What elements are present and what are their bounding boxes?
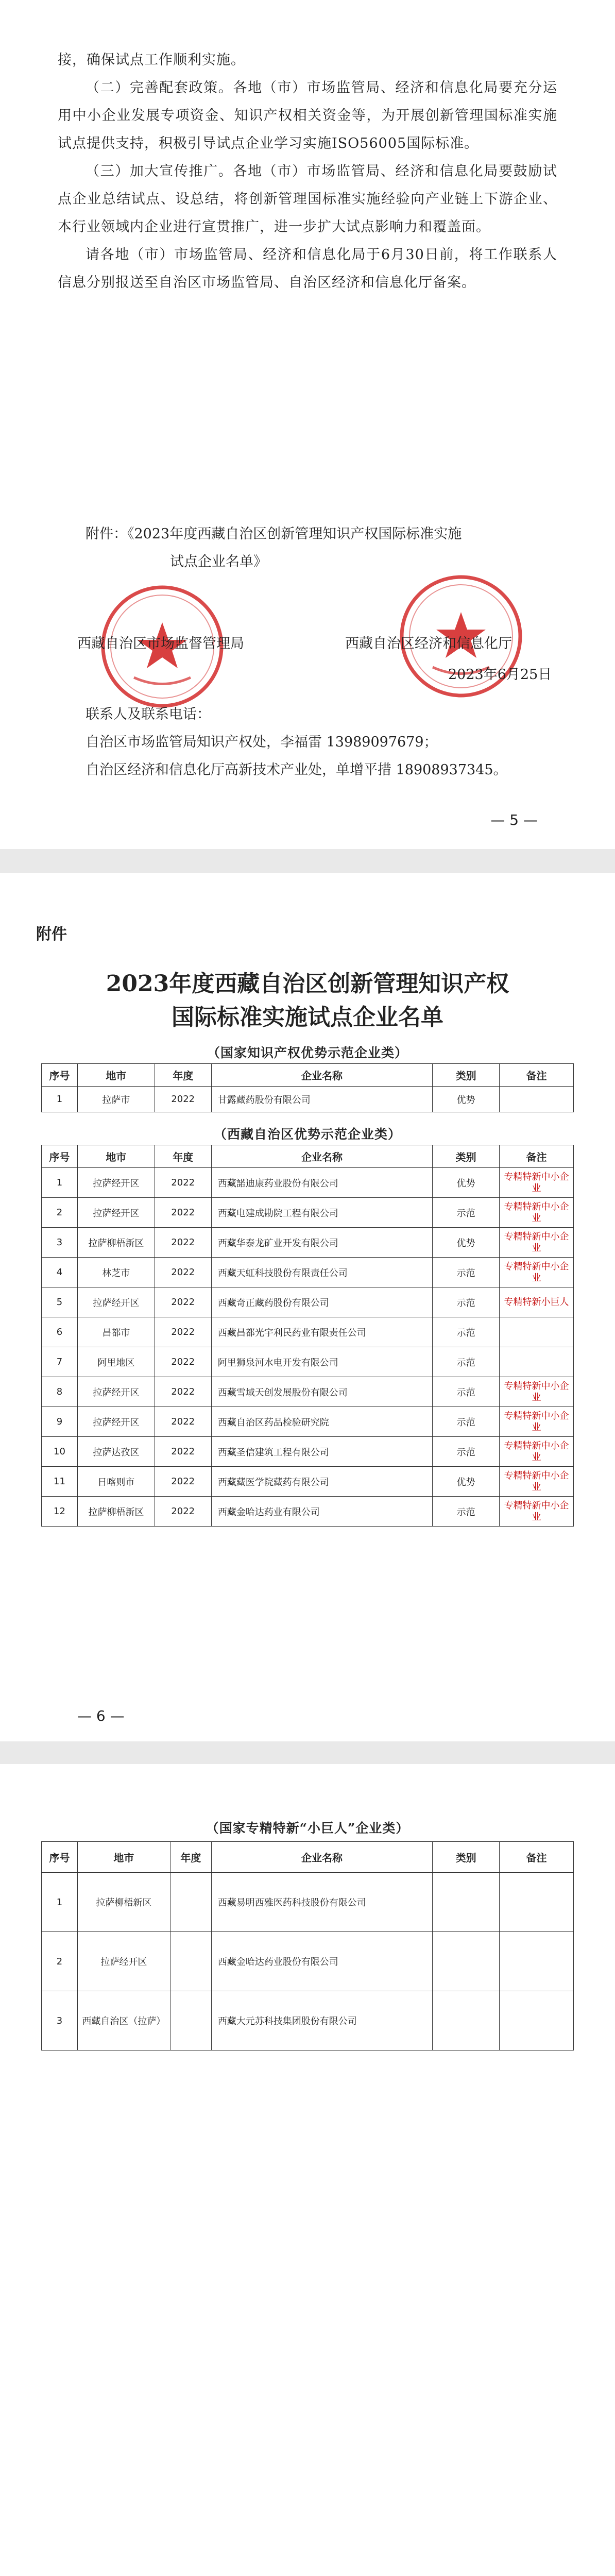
col-header: 序号 — [42, 1145, 78, 1168]
cell: 专精特新中小企业 — [500, 1228, 574, 1258]
cell: 西藏諾迪康药业股份有限公司 — [211, 1168, 433, 1198]
contact-line: 自治区经济和信息化厅高新技术产业处，单增平措 18908937345。 — [86, 762, 507, 778]
cell: 林芝市 — [77, 1258, 155, 1287]
cell — [170, 1991, 211, 2050]
cell — [433, 1932, 500, 1991]
cell: 8 — [42, 1377, 78, 1407]
cell: 西藏昌都光宇利民药业有限责任公司 — [211, 1317, 433, 1347]
cell: 1 — [42, 1087, 78, 1112]
document-page-5 — [0, 0, 615, 849]
cell — [500, 1873, 574, 1932]
cell: 专精特新中小企业 — [500, 1168, 574, 1198]
cell: 昌都市 — [77, 1317, 155, 1347]
cell: 2022 — [155, 1347, 211, 1377]
col-header: 地市 — [77, 1145, 155, 1168]
cell: 西藏天虹科技股份有限责任公司 — [211, 1258, 433, 1287]
cell — [433, 1873, 500, 1932]
cell: 拉萨经开区 — [77, 1377, 155, 1407]
cell: 甘露藏药股份有限公司 — [211, 1087, 433, 1112]
cell: 拉萨市 — [77, 1087, 155, 1112]
cell: 2022 — [155, 1407, 211, 1437]
section-title: （国家专精特新“小巨人”企业类） — [206, 1821, 409, 1836]
cell: 示范 — [433, 1497, 500, 1527]
document-page-7 — [0, 1764, 615, 2576]
cell: 优势 — [433, 1168, 500, 1198]
cell: 拉萨经开区 — [77, 1932, 170, 1991]
cell: 阿里狮泉河水电开发有限公司 — [211, 1347, 433, 1377]
cell: 优势 — [433, 1228, 500, 1258]
cell: 西藏自治区药品检验研究院 — [211, 1407, 433, 1437]
cell: 专精特新中小企业 — [500, 1497, 574, 1527]
col-header: 序号 — [42, 1842, 78, 1873]
cell: 西藏华泰龙矿业开发有限公司 — [211, 1228, 433, 1258]
table-row — [42, 1467, 574, 1497]
col-header: 地市 — [77, 1842, 170, 1873]
cell: 10 — [42, 1437, 78, 1467]
table-row — [42, 1437, 574, 1467]
cell: 专精特新中小企业 — [500, 1377, 574, 1407]
section-title: （国家知识产权优势示范企业类） — [207, 1045, 408, 1060]
doc-title: 2023年度西藏自治区创新管理知识产权 — [106, 971, 509, 997]
col-header: 备注 — [500, 1064, 574, 1087]
cell: 2022 — [155, 1228, 211, 1258]
cell: 西藏金哈达药业股份有限公司 — [211, 1932, 433, 1991]
attachment-reference-cont: 试点企业名单》 — [170, 554, 267, 570]
cell — [433, 1991, 500, 2050]
doc-title-line2: 国际标准实施试点企业名单 — [172, 1004, 443, 1030]
table-row — [42, 1407, 574, 1437]
cell: 日喀则市 — [77, 1467, 155, 1497]
cell — [170, 1873, 211, 1932]
col-header: 备注 — [500, 1842, 574, 1873]
cell: 5 — [42, 1287, 78, 1317]
cell: 2022 — [155, 1497, 211, 1527]
table-row — [42, 1258, 574, 1287]
cell: 2022 — [155, 1377, 211, 1407]
cell: 拉萨经开区 — [77, 1287, 155, 1317]
table-row — [42, 1228, 574, 1258]
page-number: — 6 — — [77, 1707, 125, 1724]
document-page-6 — [0, 873, 615, 1741]
table-row — [42, 1087, 574, 1112]
cell: 3 — [42, 1991, 78, 2050]
attachment-label: 附件 — [36, 925, 67, 943]
cell: 拉萨达孜区 — [77, 1437, 155, 1467]
cell: 专精特新中小企业 — [500, 1407, 574, 1437]
contacts-block — [58, 701, 557, 784]
cell: 6 — [42, 1317, 78, 1347]
cell: 示范 — [433, 1317, 500, 1347]
contacts-title: 联系人及联系电话： — [86, 706, 211, 722]
cell: 专精特新中小企业 — [500, 1198, 574, 1228]
cell: 示范 — [433, 1198, 500, 1228]
cell: 2022 — [155, 1198, 211, 1228]
table-row — [42, 1991, 574, 2050]
cell: 西藏大元苏科技集团股份有限公司 — [211, 1991, 433, 2050]
cell: 西藏雪域天创发展股份有限公司 — [211, 1377, 433, 1407]
cell: 11 — [42, 1467, 78, 1497]
cell: 2 — [42, 1198, 78, 1228]
cell: 西藏自治区（拉萨） — [77, 1991, 170, 2050]
table-row — [42, 1287, 574, 1317]
cell: 1 — [42, 1873, 78, 1932]
cell: 12 — [42, 1497, 78, 1527]
table-little-giant — [41, 1841, 574, 2050]
col-header: 年度 — [155, 1145, 211, 1168]
cell: 2022 — [155, 1437, 211, 1467]
col-header: 年度 — [155, 1064, 211, 1087]
cell: 拉萨柳梧新区 — [77, 1228, 155, 1258]
cell: 优势 — [433, 1087, 500, 1112]
table-row — [42, 1377, 574, 1407]
table-regional — [41, 1145, 574, 1527]
paragraph: 请各地（市）市场监管局、经济和信息化局于6月30日前，将工作联系人信息分别报送至自治区市场监管局、自治区经济和信息化厅备案。 — [58, 247, 557, 291]
cell: 西藏电建成勘院工程有限公司 — [211, 1198, 433, 1228]
cell: 2022 — [155, 1258, 211, 1287]
cell — [500, 1347, 574, 1377]
col-header: 企业名称 — [211, 1842, 433, 1873]
contact-line: 自治区市场监管局知识产权处，李福雷 13989097679； — [86, 734, 438, 750]
attachment-reference: 附件：《2023年度西藏自治区创新管理知识产权国际标准实施 — [86, 526, 462, 542]
table-row — [42, 1347, 574, 1377]
col-header: 类别 — [433, 1842, 500, 1873]
cell: 4 — [42, 1258, 78, 1287]
col-header: 序号 — [42, 1064, 78, 1087]
col-header: 类别 — [433, 1064, 500, 1087]
cell: 西藏奇正藏药股份有限公司 — [211, 1287, 433, 1317]
table-row — [42, 1168, 574, 1198]
cell: 示范 — [433, 1347, 500, 1377]
cell: 7 — [42, 1347, 78, 1377]
section-title: （西藏自治区优势示范企业类） — [213, 1127, 401, 1142]
cell — [500, 1932, 574, 1991]
table-row — [42, 1198, 574, 1228]
table-row — [42, 1497, 574, 1527]
cell — [500, 1991, 574, 2050]
cell: 西藏易明西雅医药科技股份有限公司 — [211, 1873, 433, 1932]
cell: 阿里地区 — [77, 1347, 155, 1377]
cell: 西藏金哈达药业有限公司 — [211, 1497, 433, 1527]
col-header: 地市 — [77, 1064, 155, 1087]
cell: 2 — [42, 1932, 78, 1991]
cell: 9 — [42, 1407, 78, 1437]
cell: 3 — [42, 1228, 78, 1258]
table-row — [42, 1932, 574, 1991]
cell — [170, 1932, 211, 1991]
cell — [500, 1317, 574, 1347]
col-header: 备注 — [500, 1145, 574, 1168]
body-text — [58, 46, 557, 297]
table-national — [41, 1063, 574, 1112]
cell: 示范 — [433, 1377, 500, 1407]
cell: 专精特新中小企业 — [500, 1467, 574, 1497]
cell: 2022 — [155, 1317, 211, 1347]
cell: 专精特新中小企业 — [500, 1258, 574, 1287]
issue-date: 2023年6月25日 — [448, 667, 552, 683]
cell: 西藏藏医学院藏药有限公司 — [211, 1467, 433, 1497]
paragraph: （二）完善配套政策。各地（市）市场监管局、经济和信息化局要充分运用中小企业发展专项资金、知识产权相关资金等，为开展创新管理国标准实施试点提供支持，积极引导试点企业学习实施ISO56005国际标准。 — [58, 80, 557, 151]
cell: 2022 — [155, 1168, 211, 1198]
cell: 示范 — [433, 1258, 500, 1287]
cell: 拉萨经开区 — [77, 1168, 155, 1198]
cell: 专精特新中小企业 — [500, 1437, 574, 1467]
cell: 示范 — [433, 1407, 500, 1437]
cell: 西藏圣信建筑工程有限公司 — [211, 1437, 433, 1467]
cell: 优势 — [433, 1467, 500, 1497]
signer-left: 西藏自治区市场监督管理局 — [77, 636, 244, 652]
signer-right: 西藏自治区经济和信息化厅 — [345, 636, 512, 652]
cell: 示范 — [433, 1437, 500, 1467]
cell: 拉萨经开区 — [77, 1407, 155, 1437]
page-number: — 5 — — [490, 811, 538, 828]
table-row — [42, 1317, 574, 1347]
paragraph: （三）加大宣传推广。各地（市）市场监管局、经济和信息化局要鼓励试点企业总结试点、设总结，将创新管理国标准实施经验向产业链上下游企业、本行业领域内企业进行宣贯推广，进一步扩大试点影响力和覆盖面。 — [58, 163, 557, 235]
cell: 1 — [42, 1168, 78, 1198]
table-row — [42, 1873, 574, 1932]
cell: 2022 — [155, 1467, 211, 1497]
cell: 2022 — [155, 1087, 211, 1112]
cell: 拉萨经开区 — [77, 1198, 155, 1228]
col-header: 企业名称 — [211, 1145, 433, 1168]
col-header: 类别 — [433, 1145, 500, 1168]
cell: 2022 — [155, 1287, 211, 1317]
cell: 示范 — [433, 1287, 500, 1317]
paragraph: 接，确保试点工作顺利实施。 — [58, 52, 245, 68]
cell: 拉萨柳梧新区 — [77, 1497, 155, 1527]
col-header: 企业名称 — [211, 1064, 433, 1087]
col-header: 年度 — [170, 1842, 211, 1873]
cell: 专精特新小巨人 — [500, 1287, 574, 1317]
cell: 拉萨柳梧新区 — [77, 1873, 170, 1932]
cell — [500, 1087, 574, 1112]
